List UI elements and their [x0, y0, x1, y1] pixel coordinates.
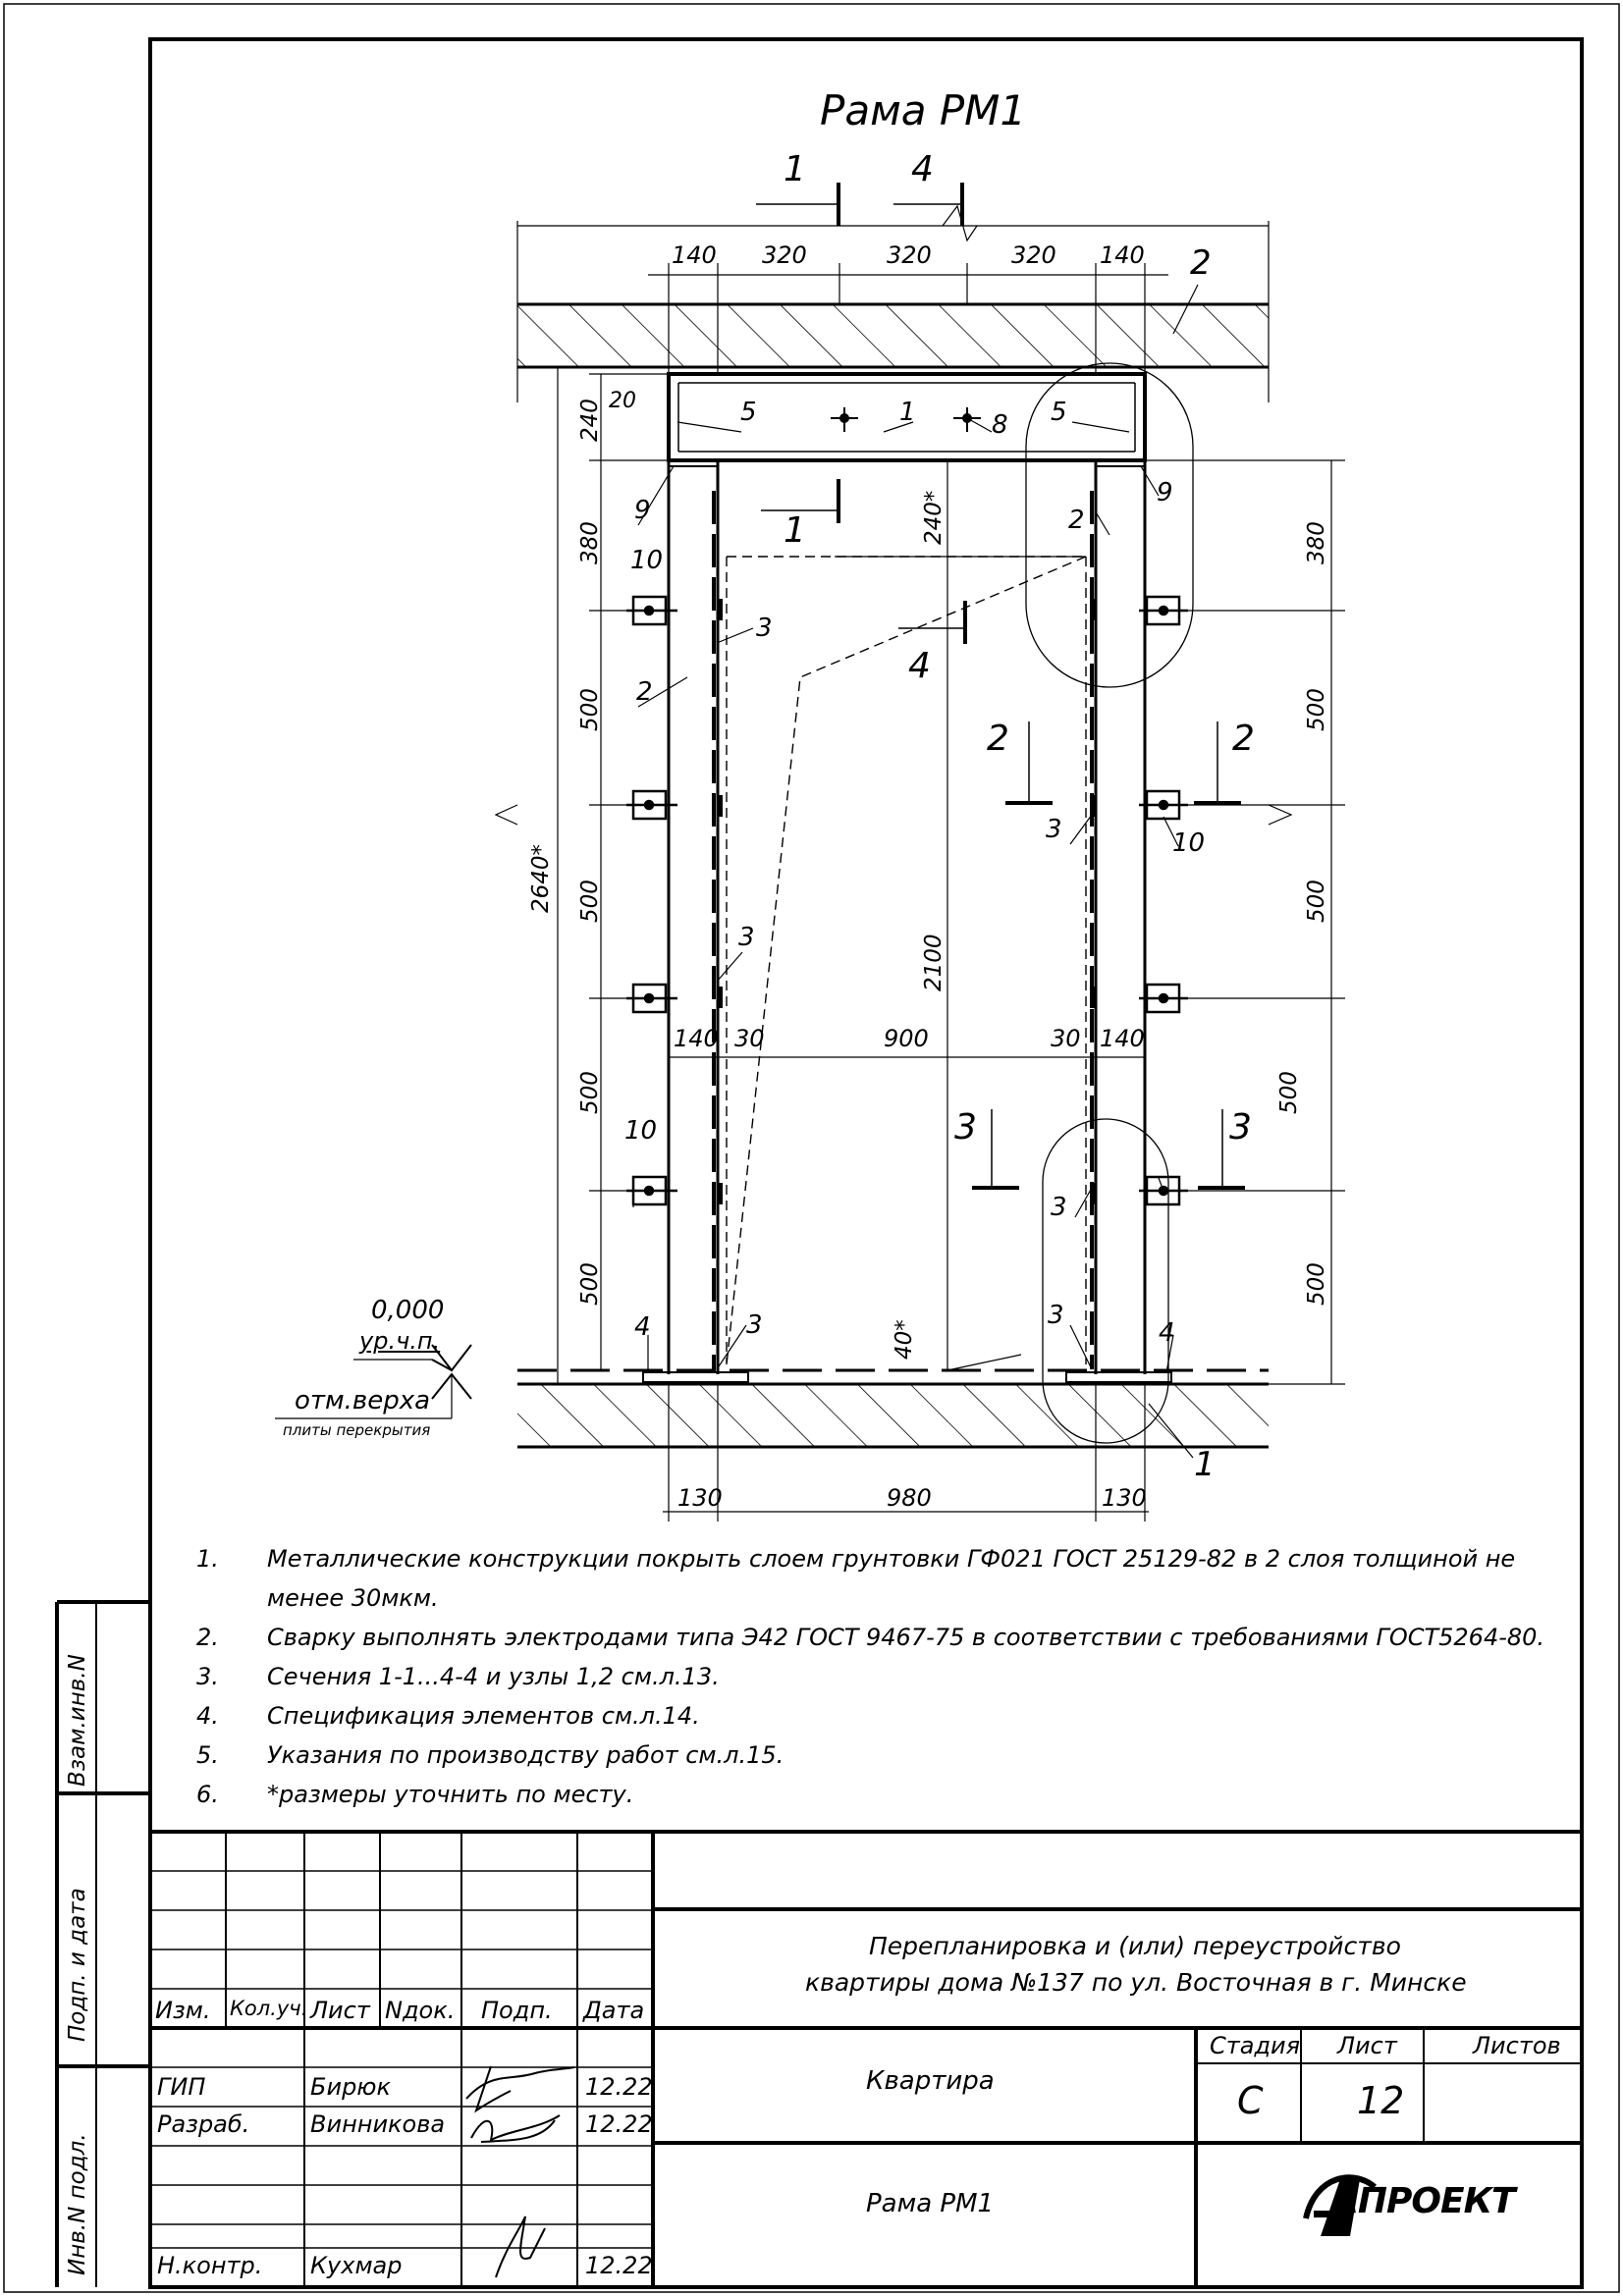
slab-top-label: отм.верха — [295, 1386, 431, 1415]
dim-left-500-a: 500 — [577, 688, 603, 731]
tb-sheets-header: Листов — [1473, 2032, 1561, 2059]
tb-name-gip: Бирюк — [310, 2073, 391, 2101]
dim-right-500-d: 500 — [1304, 1262, 1329, 1306]
callout-1-lintel: 1 — [899, 398, 916, 427]
tb-date-norm-control: 12.22 — [585, 2252, 653, 2279]
dim-opening-30-right: 30 — [1051, 1025, 1081, 1052]
dim-top-320-a: 320 — [762, 241, 807, 269]
note-text: Металлические конструкции покрыть слоем грунтовки ГФ021 ГОСТ 25129-82 в 2 слоя толщиной не менее 30мкм. — [267, 1545, 1516, 1612]
weld-marks — [717, 599, 1096, 1204]
signatures — [466, 2066, 574, 2277]
tb-project-line1: Перепланировка и (или) переустройство — [869, 1932, 1401, 1960]
callout-10-b: 10 — [1172, 828, 1206, 858]
dim-opening-height: 2100 — [921, 934, 947, 991]
slab-top-sublabel: плиты перекрытия — [283, 1421, 431, 1439]
dim-bottom-130-right: 130 — [1102, 1484, 1147, 1512]
side-stamp-original-inventory: Инв.N подл. — [65, 2133, 90, 2275]
callout-3-d: 3 — [1051, 1193, 1067, 1222]
note-4 — [196, 1696, 1551, 1735]
side-stamp-signature-date: Подп. и дата — [65, 1888, 90, 2042]
general-notes — [196, 1539, 1551, 1814]
tb-role-developer: Разраб. — [157, 2110, 250, 2138]
dim-top-320-c: 320 — [1011, 241, 1056, 269]
tb-header-date: Дата — [583, 1997, 645, 2024]
dim-bottom-130-left: 130 — [677, 1484, 723, 1512]
tb-header-doc: Nдок. — [385, 1997, 456, 2024]
callout-3-a: 3 — [756, 614, 773, 643]
tb-role-gip: ГИП — [157, 2073, 206, 2101]
tb-header-quantity: Кол.уч. — [230, 1997, 308, 2020]
note-num: 2. — [196, 1624, 219, 1651]
tb-stage-header: Стадия — [1210, 2032, 1301, 2059]
tb-header-sheet: Лист — [310, 1997, 370, 2024]
note-1 — [196, 1539, 1551, 1618]
dim-right-500-a: 500 — [1304, 688, 1329, 731]
callout-5-right: 5 — [1051, 398, 1067, 427]
section-3-right: 3 — [1229, 1107, 1252, 1148]
dim-right-500-b: 500 — [1304, 880, 1329, 923]
tb-sheet-name: Рама РМ1 — [866, 2189, 995, 2218]
callout-3-e: 3 — [746, 1310, 763, 1340]
dim-left-500-d: 500 — [577, 1262, 603, 1306]
callout-2-node: 2 — [1190, 243, 1212, 283]
section-3-left: 3 — [954, 1107, 977, 1148]
anchors — [626, 597, 1188, 1204]
door-leaf — [727, 557, 1086, 1364]
note-num: 3. — [196, 1663, 219, 1690]
note-6 — [196, 1775, 1551, 1814]
side-stamp-replacement: Взам.инв.N — [65, 1654, 90, 1787]
dim-left-380: 380 — [577, 521, 603, 564]
section-4-inner: 4 — [908, 646, 931, 686]
section-1-top: 1 — [784, 149, 806, 189]
dim-left-500-c: 500 — [577, 1071, 603, 1114]
section-2-left: 2 — [987, 719, 1009, 759]
note-text: Указания по производству работ см.л.15. — [267, 1741, 784, 1769]
dim-total-height: 2640* — [528, 843, 554, 913]
callout-9-right: 9 — [1157, 478, 1173, 507]
elevation-value: 0,000 — [371, 1296, 445, 1325]
frame-rm1 — [643, 374, 1171, 1382]
callout-3-b: 3 — [738, 923, 755, 952]
tb-name-norm-control: Кухмар — [310, 2252, 403, 2279]
dim-opening-30-left: 30 — [734, 1025, 765, 1052]
callout-8: 8 — [992, 410, 1008, 440]
dim-opening-900: 900 — [884, 1025, 929, 1052]
tb-project-line2: квартиры дома №137 по ул. Восточная в г. Минске — [805, 1968, 1467, 1997]
dim-small-20: 20 — [609, 389, 636, 413]
section-1-inner: 1 — [784, 510, 806, 551]
callout-5-left: 5 — [740, 398, 757, 427]
callout-3-f: 3 — [1048, 1301, 1064, 1330]
callout-9-left: 9 — [634, 496, 651, 525]
callout-4-left: 4 — [634, 1312, 651, 1342]
note-num: 4. — [196, 1702, 219, 1730]
dim-left-500-b: 500 — [577, 880, 603, 923]
callout-10-c: 10 — [624, 1116, 658, 1146]
note-5 — [196, 1735, 1551, 1775]
callout-2-left: 2 — [636, 677, 653, 707]
top-slab — [517, 304, 1269, 367]
callout-3-c: 3 — [1046, 815, 1062, 844]
dim-inner-top: 240* — [921, 490, 947, 545]
dim-left-240: 240 — [577, 399, 603, 442]
note-text: *размеры уточнить по месту. — [267, 1781, 634, 1808]
tb-header-signature: Подп. — [481, 1997, 553, 2024]
dim-top-140-right: 140 — [1100, 241, 1145, 269]
tb-stage-value: С — [1237, 2079, 1264, 2122]
note-num: 5. — [196, 1741, 219, 1769]
tb-sheet-value: 12 — [1357, 2079, 1405, 2122]
tb-object: Квартира — [866, 2066, 995, 2096]
note-num: 1. — [196, 1545, 219, 1573]
tb-date-gip: 12.22 — [585, 2073, 653, 2101]
dim-right-380: 380 — [1304, 521, 1329, 564]
note-text: Спецификация элементов см.л.14. — [267, 1702, 700, 1730]
tb-role-norm-control: Н.контр. — [157, 2252, 263, 2279]
note-text: Сварку выполнять электродами типа Э42 ГОСТ 9467-75 в соответствии с требованиями ГОСТ5264-80. — [267, 1624, 1545, 1651]
note-2 — [196, 1618, 1551, 1657]
note-num: 6. — [196, 1781, 219, 1808]
note-text: Сечения 1-1...4-4 и узлы 1,2 см.л.13. — [267, 1663, 720, 1690]
callout-1-node: 1 — [1194, 1445, 1216, 1484]
section-2-right: 2 — [1232, 719, 1255, 759]
dim-opening-140-right: 140 — [1100, 1025, 1145, 1052]
tb-name-developer: Винникова — [310, 2110, 446, 2138]
dim-opening-140-left: 140 — [674, 1025, 719, 1052]
dim-top-140-left: 140 — [672, 241, 717, 269]
callout-2-right: 2 — [1068, 506, 1085, 535]
company-logo-text: АПРОЕКТ — [1331, 2181, 1515, 2221]
tb-sheet-header: Лист — [1337, 2032, 1397, 2059]
elevation-label: ур.ч.п. — [359, 1327, 441, 1355]
callout-10-a: 10 — [630, 546, 664, 575]
dim-bottom-gap: 40* — [892, 1319, 917, 1360]
dim-top-320-b: 320 — [887, 241, 932, 269]
dim-right-500-c: 500 — [1276, 1071, 1302, 1114]
bottom-slab — [517, 1384, 1269, 1447]
drawing-title: Рама РМ1 — [820, 86, 1027, 134]
note-3 — [196, 1657, 1551, 1696]
tb-date-developer: 12.22 — [585, 2110, 653, 2138]
dim-bottom-980: 980 — [887, 1484, 932, 1512]
tb-header-change: Изм. — [155, 1997, 211, 2024]
callout-4-right: 4 — [1159, 1318, 1175, 1348]
section-4-top: 4 — [911, 149, 934, 189]
